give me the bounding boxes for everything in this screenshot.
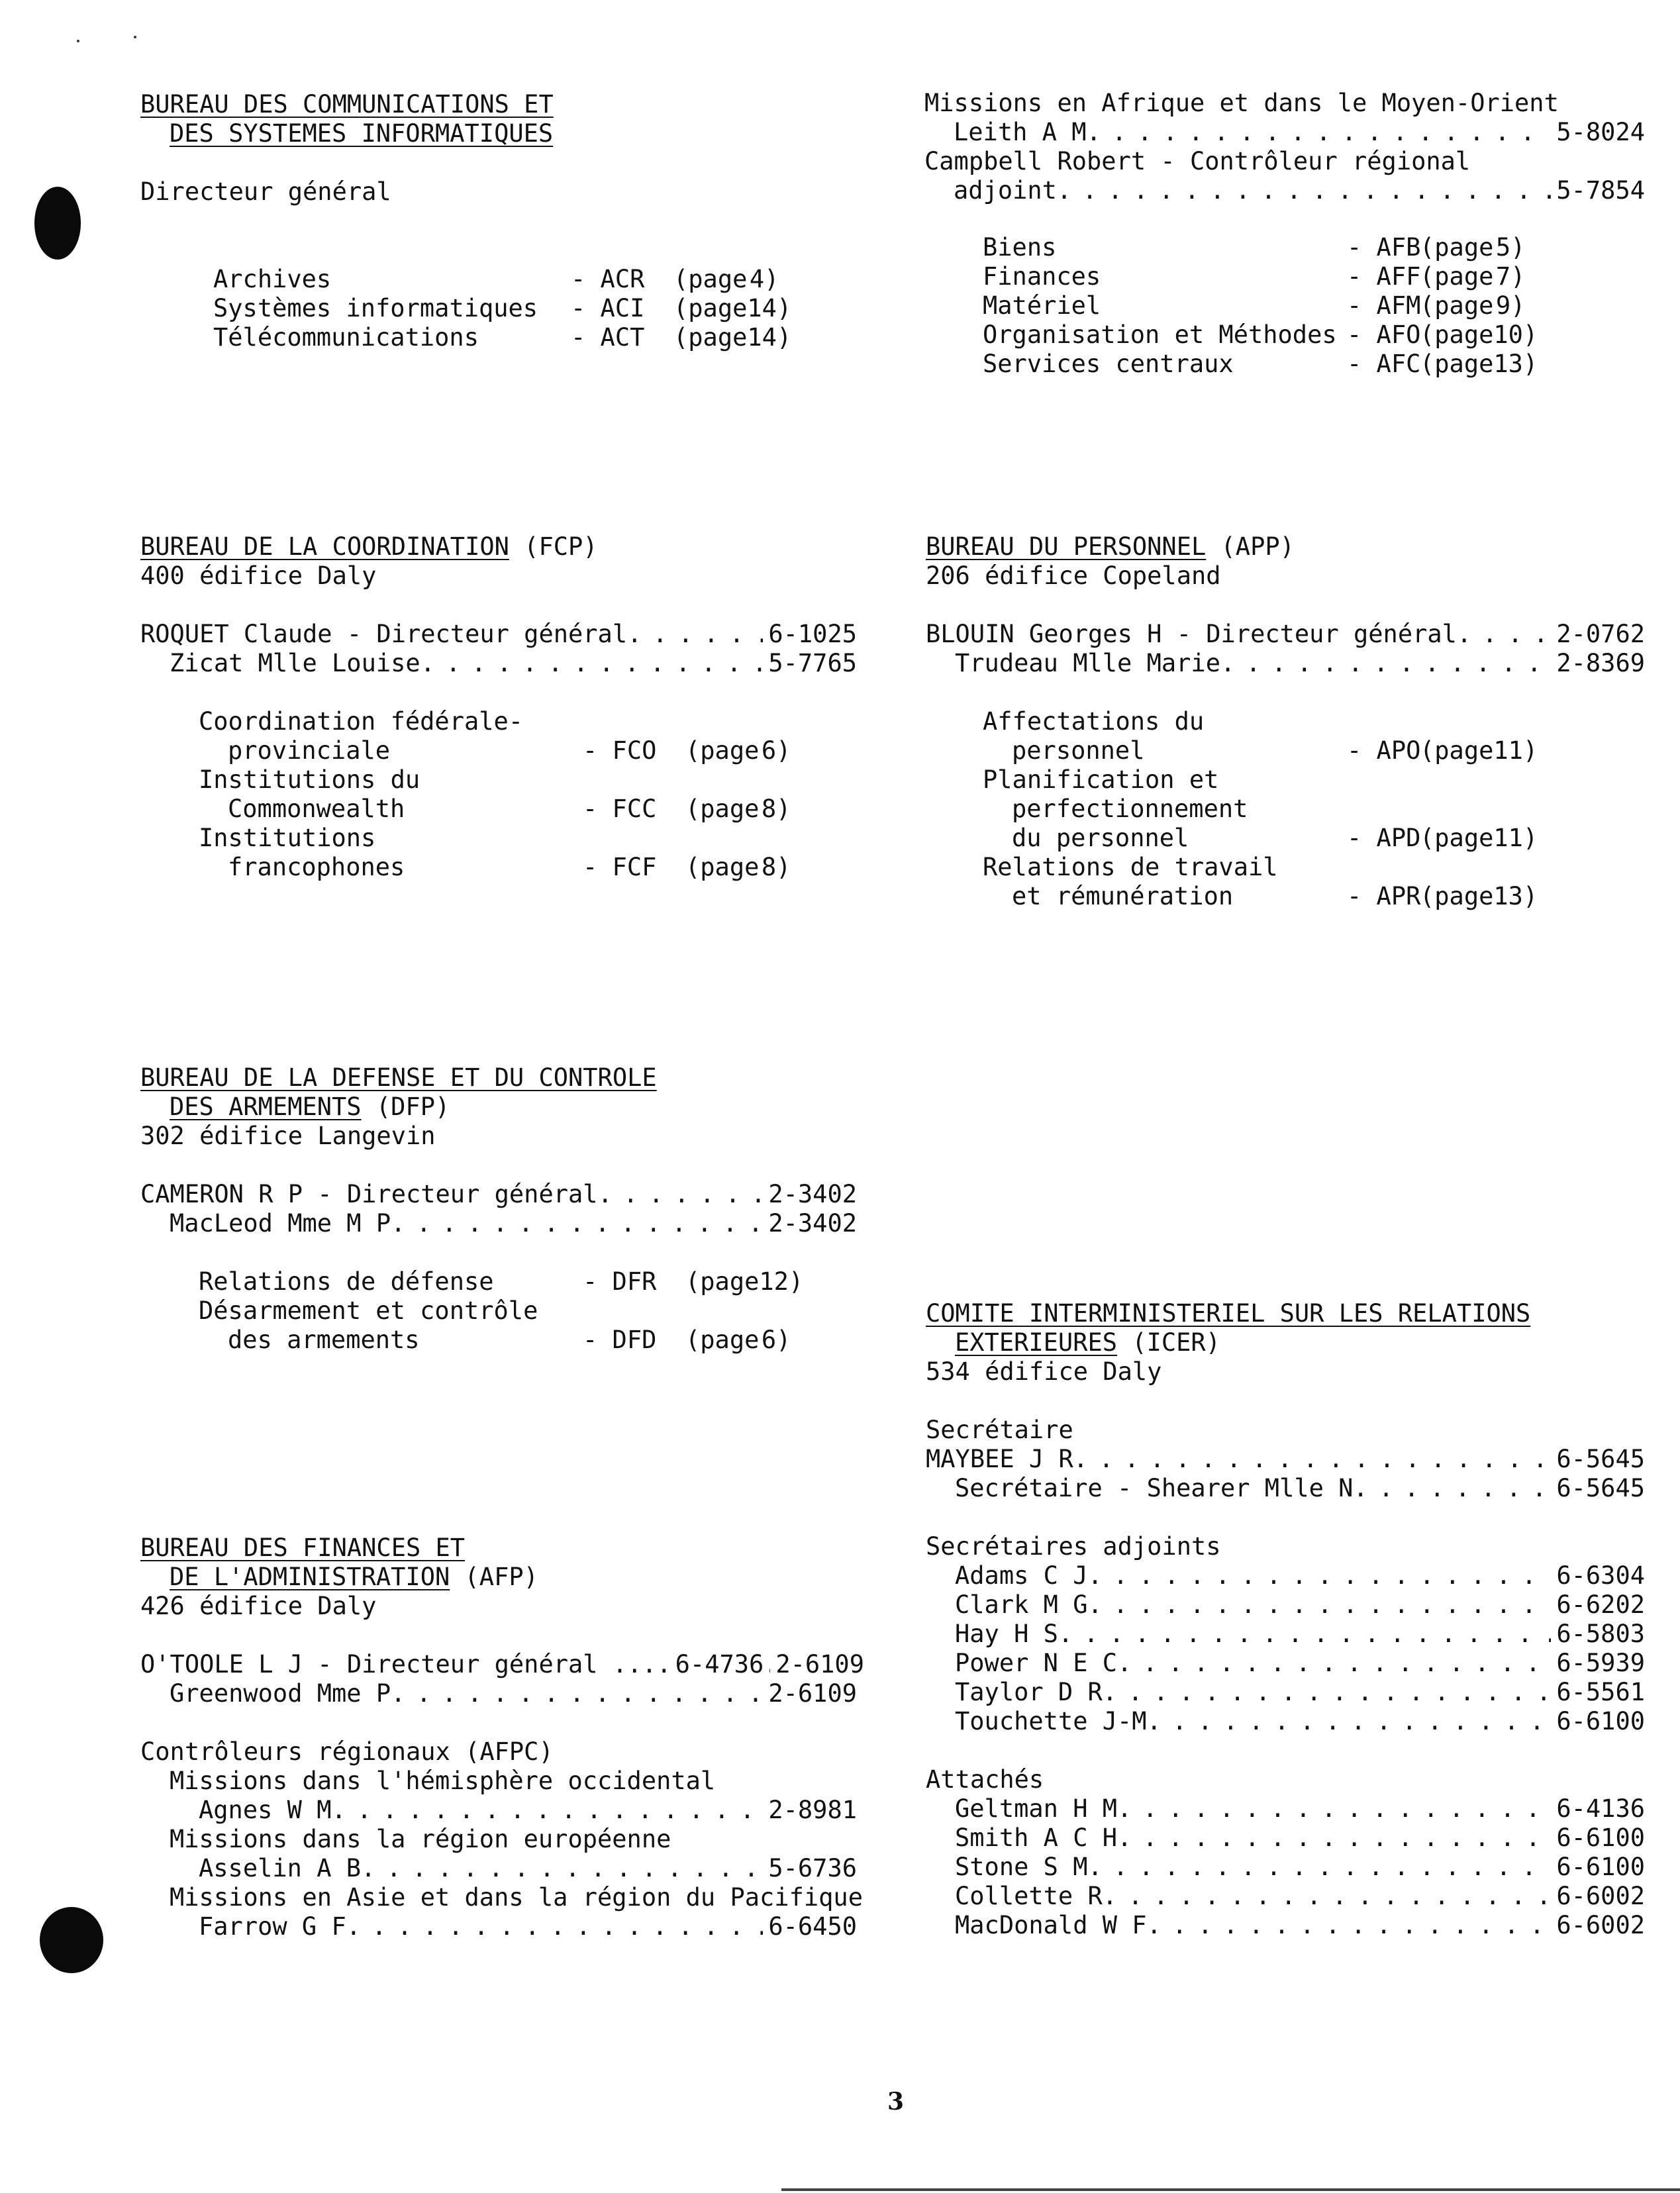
unit-row: Systèmes informatiques - ACI (page14) [213,294,792,322]
controller-entry: Leith A M . . . 5-8024 [924,118,1645,147]
controllers-label: Contrôleurs régionaux (AFPC) [140,1737,554,1766]
unit-row: Organisation et Méthodes - AFO (page10) [983,320,1538,349]
unit-name: Relations de travail [983,853,1278,881]
list-item: Adams C J . . . 6-6304 [926,1561,1645,1590]
section-title-cont: EXTERIEURES [955,1328,1118,1357]
section-title: BUREAU DES FINANCES ET [140,1534,466,1562]
page-number: 3 [887,2088,905,2116]
deputy-controller-label: Campbell Robert - Contrôleur régional [924,147,1471,175]
unit-row: Télécommunications - ACT (page14) [213,323,792,352]
region-label: Missions en Asie et dans la région du Pacifique [170,1883,863,1912]
unit-name: Affectations du [983,707,1205,736]
director-label: Directeur général [140,177,391,206]
unit-row: Services centraux - AFC (page13) [983,350,1538,378]
unit-name: Institutions [199,824,376,852]
unit-name: Coordination fédérale- [199,707,524,736]
punch-hole-top [34,187,81,260]
list-item: Collette R . . . 6-6002 [926,1882,1645,1911]
section-title: BUREAU DU PERSONNEL [926,532,1207,561]
scan-edge-line [781,2188,1680,2191]
section-title: BUREAU DES COMMUNICATIONS ET [140,90,554,119]
unit-row: Archives - ACR (page4) [213,265,779,293]
unit-row: des armements - DFD (page6) [228,1326,791,1354]
address: 534 édifice Daly [926,1357,1162,1386]
controller-entry: Farrow G F . . . 6-6450 [140,1912,857,1941]
section-code: (APP) [1220,532,1295,561]
secretary-label: Secrétaire [926,1416,1073,1444]
assistant-entry: Trudeau Mlle Marie . . . 2-8369 [926,649,1645,678]
unit-row: et rémunération - APR (page13) [1012,882,1538,910]
section-title-cont: DE L'ADMINISTRATION [170,1563,450,1591]
list-item: Stone S M . . . 6-6100 [926,1853,1645,1882]
controller-entry: Agnes W M . . . 2-8981 [140,1796,857,1825]
unit-row: francophones - FCF (page8) [228,853,791,881]
unit-name: Planification et [983,765,1219,794]
unit-row: Relations de défense - DFR (page12) [199,1267,804,1296]
region-label: Missions en Afrique et dans le Moyen-Orient [924,89,1559,117]
unit-name: Désarmement et contrôle [199,1296,538,1325]
section-coordination [140,532,857,882]
list-item: Geltman H M . . . 6-4136 [926,1794,1645,1824]
unit-row: Commonwealth - FCC (page8) [228,795,791,823]
secretary-entry: MAYBEE J R . . . 6-5645 [926,1445,1645,1474]
director-entry: ROQUET Claude - Directeur général . . . 6-1025 [140,620,857,649]
controller-entry: Asselin A B . . . 5-6736 [140,1854,857,1883]
unit-list [140,707,857,882]
section-finances [140,1534,864,1941]
list-item: Taylor D R . . . 6-5561 [926,1678,1645,1707]
director-entry: CAMERON R P - Directeur général . . . 2-3402 [140,1180,857,1209]
assistant-entry: Greenwood Mme P . . . 2-6109 [140,1679,857,1708]
deputy-secretaries-label: Secrétaires adjoints [926,1532,1221,1561]
address: 206 édifice Copeland [926,561,1221,590]
section-title: BUREAU DE LA COORDINATION [140,532,509,561]
section-communications [140,90,869,352]
unit-row: personnel - APO (page11) [1012,736,1538,765]
section-title: COMITE INTERMINISTERIEL SUR LES RELATIONS [926,1299,1531,1328]
unit-list [140,265,869,352]
speck [134,36,136,38]
section-code: (AFP) [464,1563,538,1591]
director-entry: BLOUIN Georges H - Directeur général . . . 2-0762 [926,620,1645,649]
list-item: Touchette J-M . . . 6-6100 [926,1707,1645,1736]
list-item: Power N E C . . . 6-5939 [926,1649,1645,1678]
unit-row: Finances - AFF (page7) [983,262,1526,291]
unit-list [924,233,1645,379]
assistant-entry: Zicat Mlle Louise . . . 5-7765 [140,649,857,678]
address: 426 édifice Daly [140,1592,377,1620]
secretary-assistant-entry: Secrétaire - Shearer Mlle N . . . 6-5645 [926,1474,1645,1503]
section-icer [926,1299,1645,1940]
unit-row: Matériel - AFM (page9) [983,291,1526,320]
section-title-cont: DES SYSTEMES INFORMATIQUES [170,119,554,148]
punch-hole-bottom [40,1907,103,1973]
section-africa-continuation [924,89,1645,379]
unit-row: provinciale - FCO (page6) [228,736,791,765]
unit-row: Biens - AFB (page5) [983,233,1526,262]
address: 302 édifice Langevin [140,1122,436,1150]
unit-list [140,1267,857,1355]
section-code: (FCP) [524,532,598,561]
assistant-entry: MacLeod Mme M P . . . 2-3402 [140,1209,857,1238]
director-entry: O'TOOLE L J - Directeur général ... . . . 6-4736 . . . 2-6109 [140,1650,857,1679]
region-label: Missions dans l'hémisphère occidental [170,1767,716,1795]
unit-name: perfectionnement [1012,795,1248,823]
attaches-label: Attachés [926,1765,1044,1794]
region-label: Missions dans la région européenne [170,1825,671,1853]
deputy-controller-entry: adjoint . . . 5-7854 [924,176,1645,205]
list-item: MacDonald W F . . . 6-6002 [926,1911,1645,1940]
list-item: Clark M G . . . 6-6202 [926,1590,1645,1620]
unit-row: du personnel - APD (page11) [1012,824,1538,852]
section-personnel [926,532,1645,911]
section-code: (DFP) [375,1093,450,1121]
section-title-cont: DES ARMEMENTS [170,1093,362,1121]
speck [77,40,79,42]
unit-name: Institutions du [199,765,420,794]
list-item: Hay H S . . . 6-5803 [926,1620,1645,1649]
section-defense [140,1063,857,1355]
unit-list [926,707,1645,911]
section-code: (ICER) [1132,1328,1220,1357]
list-item: Smith A C H . . . 6-6100 [926,1824,1645,1853]
address: 400 édifice Daly [140,561,377,590]
section-title: BUREAU DE LA DEFENSE ET DU CONTROLE [140,1063,657,1092]
